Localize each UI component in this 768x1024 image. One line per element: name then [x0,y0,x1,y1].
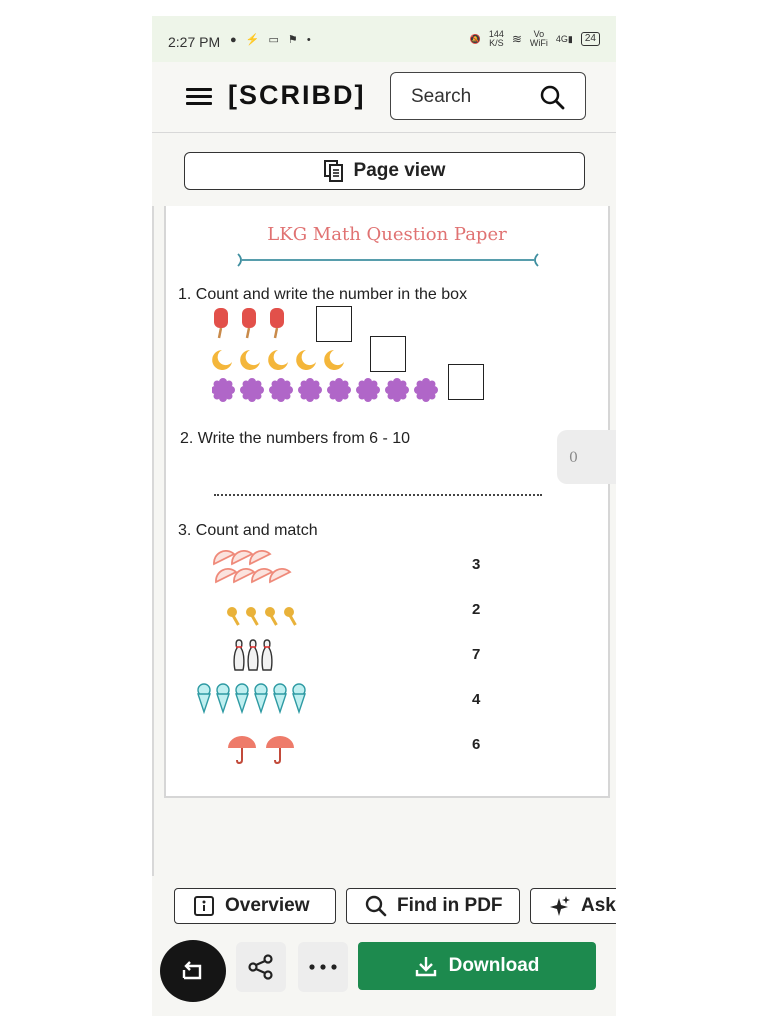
key-icon [227,607,240,626]
moon-row [210,348,360,372]
moon-icon [296,350,316,370]
bowling-pins-group [232,638,274,672]
orange-slice-icon [234,569,254,582]
overview-button[interactable] [174,888,336,924]
moon-icon [324,350,344,370]
flower-icon [414,378,438,402]
mute-icon: 🔕 [469,33,481,44]
share-button[interactable] [236,942,286,992]
info-icon [193,895,215,917]
key-icon [265,607,278,626]
search-icon [365,895,387,917]
download-label: Download [448,955,540,976]
moon-icon [268,350,288,370]
sparkle-icon [549,895,571,917]
hamburger-menu-icon[interactable] [186,88,212,106]
key-icon [246,607,259,626]
answer-box-popsicles [316,306,352,342]
moon-icon [240,350,260,370]
flower-icon [356,378,380,402]
header [152,62,616,133]
floating-action-button[interactable] [160,940,226,1002]
document-title: LKG Math Question Paper [267,224,507,245]
umbrella-icon [266,736,294,763]
page-counter[interactable] [557,430,616,484]
question-1: 1. Count and write the number in the box [178,286,468,303]
flower-row [212,378,438,402]
find-in-pdf-button[interactable] [346,888,520,924]
answer-line [214,494,542,496]
ice-cream-icon [217,684,229,712]
flower-icon [269,378,293,402]
page-view-button[interactable] [184,152,585,190]
page-counter-value: 0 [569,450,578,466]
orange-slices-group [212,550,294,586]
page-view-icon [324,160,344,182]
more-options-button[interactable] [298,942,348,992]
orange-slice-icon [270,569,290,582]
orange-slice-icon [252,569,272,582]
bowling-pin-icon [234,640,244,670]
phone-screen [152,16,616,1016]
moon-icon [212,350,232,370]
bowling-pin-icon [248,640,258,670]
flower-icon [327,378,351,402]
ice-cream-icon [274,684,286,712]
search-icon [539,84,565,110]
download-icon [415,955,437,977]
title-divider [236,252,540,268]
orange-slice-icon [216,569,236,582]
flower-icon [212,378,235,402]
signal-icon: 4G▮ [555,33,573,44]
document-page [164,206,610,798]
status-time: 2:27 PM [168,34,221,50]
find-in-pdf-label: Find in PDF [397,895,503,916]
ask-button[interactable] [530,888,616,924]
more-icon [309,964,337,970]
ice-cream-icon [293,684,305,712]
ask-label: Ask [581,895,616,916]
share-icon [248,954,274,980]
search-input[interactable] [390,72,586,120]
answer-box-moons [370,336,406,372]
switch-view-icon [180,958,206,984]
orange-slice-icon [232,551,252,564]
ice-cream-group [196,682,312,714]
match-number: 7 [472,646,481,663]
popsicle-icon [242,308,256,338]
orange-slice-icon [250,551,270,564]
status-right-icons [470,30,600,48]
vowifi-indicator: Vo WiFi [529,29,548,48]
popsicle-row [212,306,296,340]
ice-cream-icon [255,684,267,712]
keys-group [226,606,302,628]
status-bar [152,16,616,62]
match-number: 2 [472,601,481,618]
umbrella-icon [228,736,256,763]
bottom-toolbar [152,938,616,1008]
wifi-icon: ≋ [511,32,522,46]
answer-box-flowers [448,364,484,400]
search-placeholder: Search [411,86,472,107]
flower-icon [385,378,409,402]
umbrellas-group [226,734,298,764]
page-view-label: Page view [353,160,446,181]
match-number: 6 [472,736,481,753]
match-number: 4 [472,691,481,708]
scribd-logo[interactable]: [SCRIBD] [228,80,366,110]
speed-indicator: 144 K/S [488,29,504,48]
match-number: 3 [472,556,481,573]
download-button[interactable] [358,942,596,990]
ice-cream-icon [236,684,248,712]
document-viewer[interactable] [152,206,616,876]
notification-icons: ● ⚡ ▭ ⚑ • [230,34,314,46]
question-3: 3. Count and match [178,522,318,539]
popsicle-icon [270,308,284,338]
orange-slice-icon [214,551,234,564]
flower-icon [298,378,322,402]
key-icon [284,607,297,626]
question-2: 2. Write the numbers from 6 - 10 [180,430,411,447]
flower-icon [240,378,264,402]
bowling-pin-icon [262,640,272,670]
overview-label: Overview [225,895,310,916]
battery-icon: 24 [581,32,600,46]
ice-cream-icon [198,684,210,712]
popsicle-icon [214,308,228,338]
